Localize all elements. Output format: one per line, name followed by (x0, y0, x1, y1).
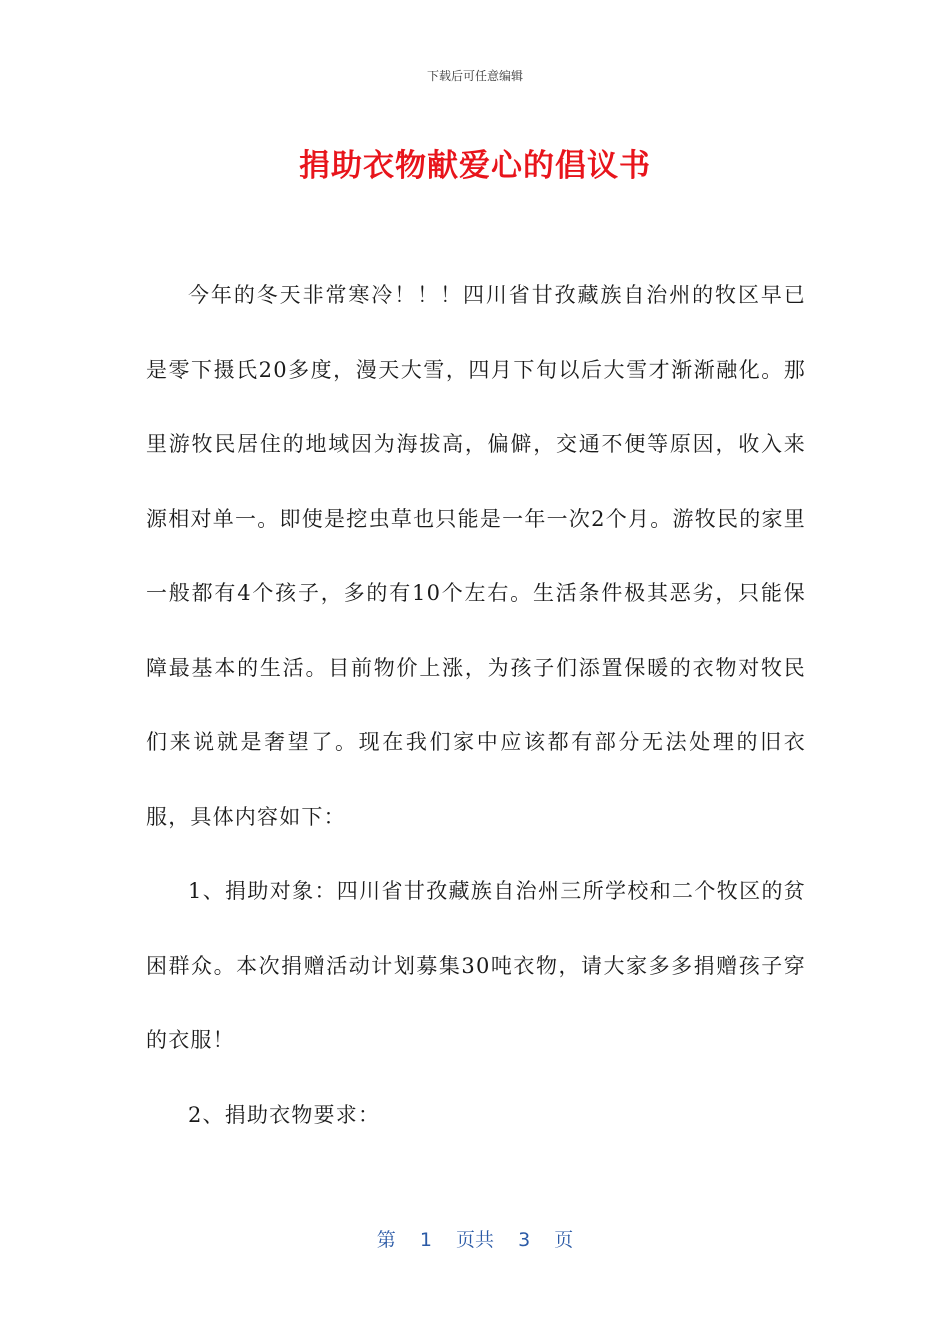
header-note: 下载后可任意编辑 (426, 69, 523, 83)
document-title: 捐助衣物献爱心的倡议书 (299, 148, 651, 184)
paragraph-donation-target: 1、捐助对象：四川省甘孜藏族自治州三所学校和二个牧区的贫困群众。本次捐赠活动计划募集30吨衣物，请大家多多捐赠孩子穿的衣服！ (146, 879, 806, 1052)
page-footer (0, 1225, 950, 1252)
paragraph-donation-requirements: 2、捐助衣物要求： (188, 1102, 381, 1127)
document-body (146, 258, 806, 1152)
paragraph-intro: 今年的冬天非常寒冷！！！四川省甘孜藏族自治州的牧区早已是零下摄氏20多度，漫天大雪，四月下旬以后大雪才渐渐融化。那里游牧民居住的地域因为海拔高，偏僻，交通不便等原因，收入来源相对单一。即使是挖虫草也只能是一年一次2个月。游牧民的家里一般都有4个孩子，多的有10个左右。生活条件极其恶劣，只能保障最基本的生活。目前物价上涨，为孩子们添置保暖的衣物对牧民们来说就是奢望了。现在我们家中应该都有部分无法处理的旧衣服，具体内容如下： (146, 283, 806, 829)
page-number-label: 第 1 页共 3 页 (376, 1229, 574, 1251)
